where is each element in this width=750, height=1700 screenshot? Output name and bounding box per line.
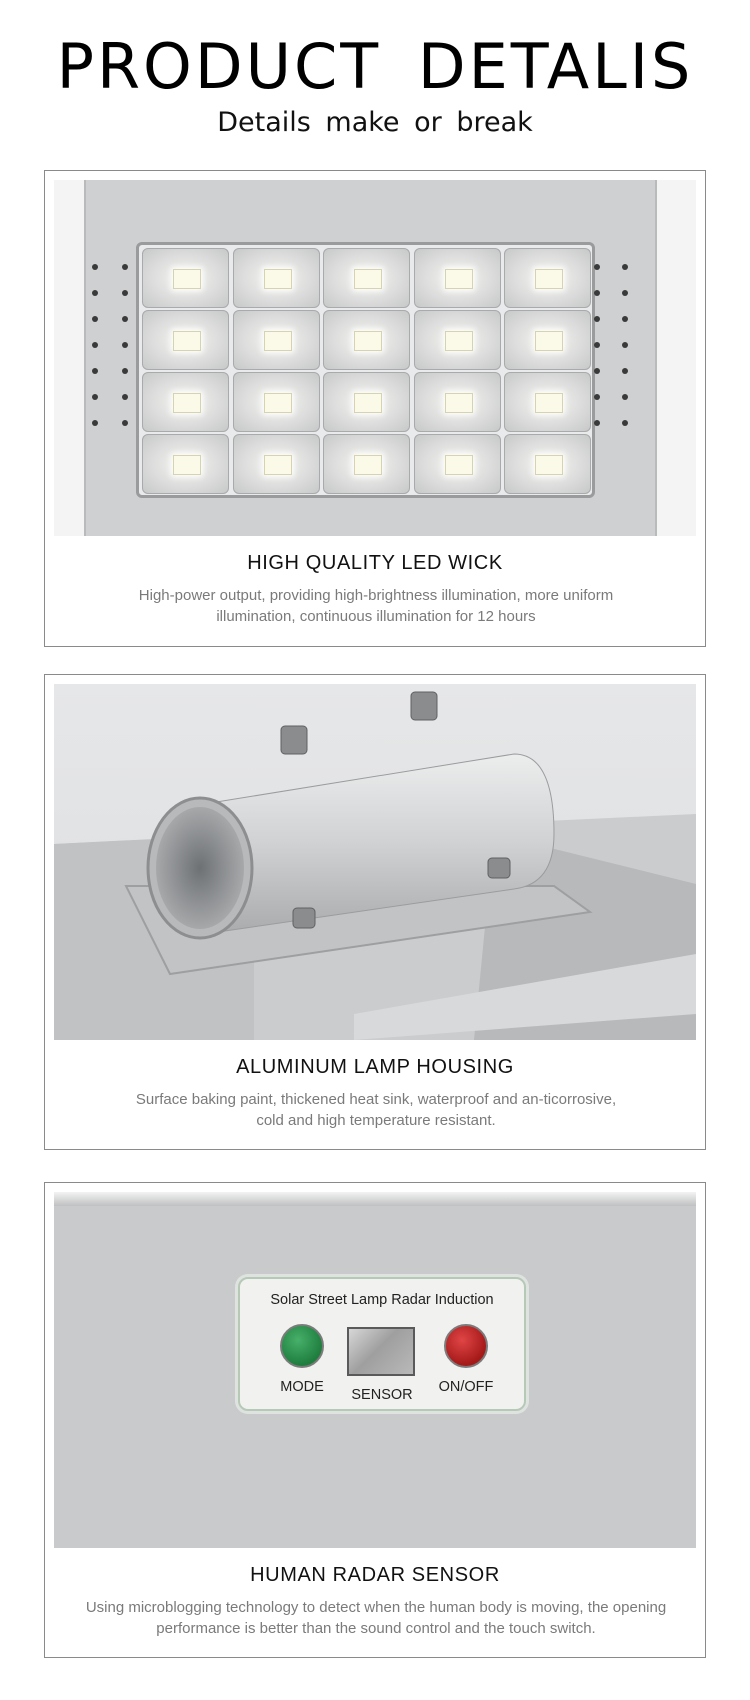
vent-hole [594, 420, 600, 426]
led-module [323, 248, 410, 308]
led-module [233, 372, 320, 432]
vent-hole [92, 316, 98, 322]
housing-photo [54, 684, 696, 1040]
led-module [504, 372, 591, 432]
led-chip [445, 393, 473, 413]
led-chip [264, 331, 292, 351]
led-chip [354, 393, 382, 413]
vent-hole [122, 290, 128, 296]
led-module [504, 434, 591, 494]
sensor-panel-title: Solar Street Lamp Radar Induction [270, 1292, 494, 1308]
onoff-button[interactable] [444, 1324, 488, 1368]
vent-hole [622, 394, 628, 400]
vent-hole [122, 342, 128, 348]
led-module [414, 434, 501, 494]
vent-hole [594, 342, 600, 348]
vent-hole [622, 316, 628, 322]
section-description: High-power output, providing high-brightness illumination, more uniform illumination, continuous illumination for 12 hours [138, 587, 614, 625]
vent-hole [594, 290, 600, 296]
led-chip [535, 393, 563, 413]
led-chip [173, 393, 201, 413]
sensor-photo [54, 1192, 696, 1548]
led-chip [173, 455, 201, 475]
vent-hole [122, 264, 128, 270]
vent-hole [622, 264, 628, 270]
vent-hole [92, 420, 98, 426]
led-chip [535, 269, 563, 289]
led-module [142, 434, 229, 494]
led-chip [354, 269, 382, 289]
led-chip [535, 455, 563, 475]
housing-illustration [54, 684, 696, 1040]
vent-hole [594, 316, 600, 322]
led-module [504, 248, 591, 308]
led-module [414, 248, 501, 308]
led-module [414, 310, 501, 370]
led-chip [354, 455, 382, 475]
section-title: HUMAN RADAR SENSOR [250, 1564, 500, 1586]
vent-hole [622, 368, 628, 374]
led-module [233, 434, 320, 494]
radar-sensor-card [44, 1182, 706, 1658]
section-description: Using microblogging technology to detect when the human body is moving, the opening performance is better than the sound control and the touch switch. [85, 1599, 667, 1637]
led-module [233, 310, 320, 370]
led-module [504, 310, 591, 370]
led-module [142, 372, 229, 432]
led-chip [173, 331, 201, 351]
led-chip [445, 269, 473, 289]
page-title: PRODUCT DETALIS [56, 30, 694, 103]
vent-hole [122, 420, 128, 426]
sensor-label: SENSOR [351, 1387, 413, 1403]
section-description: Surface baking paint, thickened heat sink, waterproof and an-ticorrosive, cold and high temperature resistant. [135, 1091, 617, 1129]
led-strip-edge [54, 1192, 696, 1206]
vent-hole [92, 394, 98, 400]
vent-hole [92, 368, 98, 374]
led-panel-photo [54, 180, 696, 536]
led-chip [264, 269, 292, 289]
vent-hole [622, 342, 628, 348]
vent-hole [594, 264, 600, 270]
led-module [323, 434, 410, 494]
mode-label: MODE [280, 1379, 324, 1395]
page-subtitle: Details make or break [217, 107, 533, 138]
vent-hole [594, 368, 600, 374]
led-module [323, 372, 410, 432]
led-chip [445, 331, 473, 351]
led-module [323, 310, 410, 370]
led-module [142, 248, 229, 308]
vent-hole [92, 342, 98, 348]
vent-hole [622, 290, 628, 296]
onoff-label: ON/OFF [438, 1379, 494, 1395]
led-chip [173, 269, 201, 289]
led-module [414, 372, 501, 432]
led-chip [354, 331, 382, 351]
section-title: ALUMINUM LAMP HOUSING [236, 1056, 514, 1078]
led-module [233, 248, 320, 308]
vent-hole [594, 394, 600, 400]
sensor-window [347, 1327, 415, 1376]
vent-hole [92, 290, 98, 296]
led-chip [445, 455, 473, 475]
section-title: HIGH QUALITY LED WICK [247, 552, 503, 574]
led-module [142, 310, 229, 370]
vent-hole [122, 394, 128, 400]
lamp-housing-card [44, 674, 706, 1150]
sensor-control-panel [238, 1277, 526, 1411]
led-chip [264, 455, 292, 475]
lamp-panel [84, 180, 657, 536]
vent-hole [92, 264, 98, 270]
led-chip [264, 393, 292, 413]
vent-hole [122, 316, 128, 322]
vent-hole [622, 420, 628, 426]
led-wick-card [44, 170, 706, 647]
mode-button[interactable] [280, 1324, 324, 1368]
vent-hole [122, 368, 128, 374]
led-chip [535, 331, 563, 351]
led-array [136, 242, 595, 498]
